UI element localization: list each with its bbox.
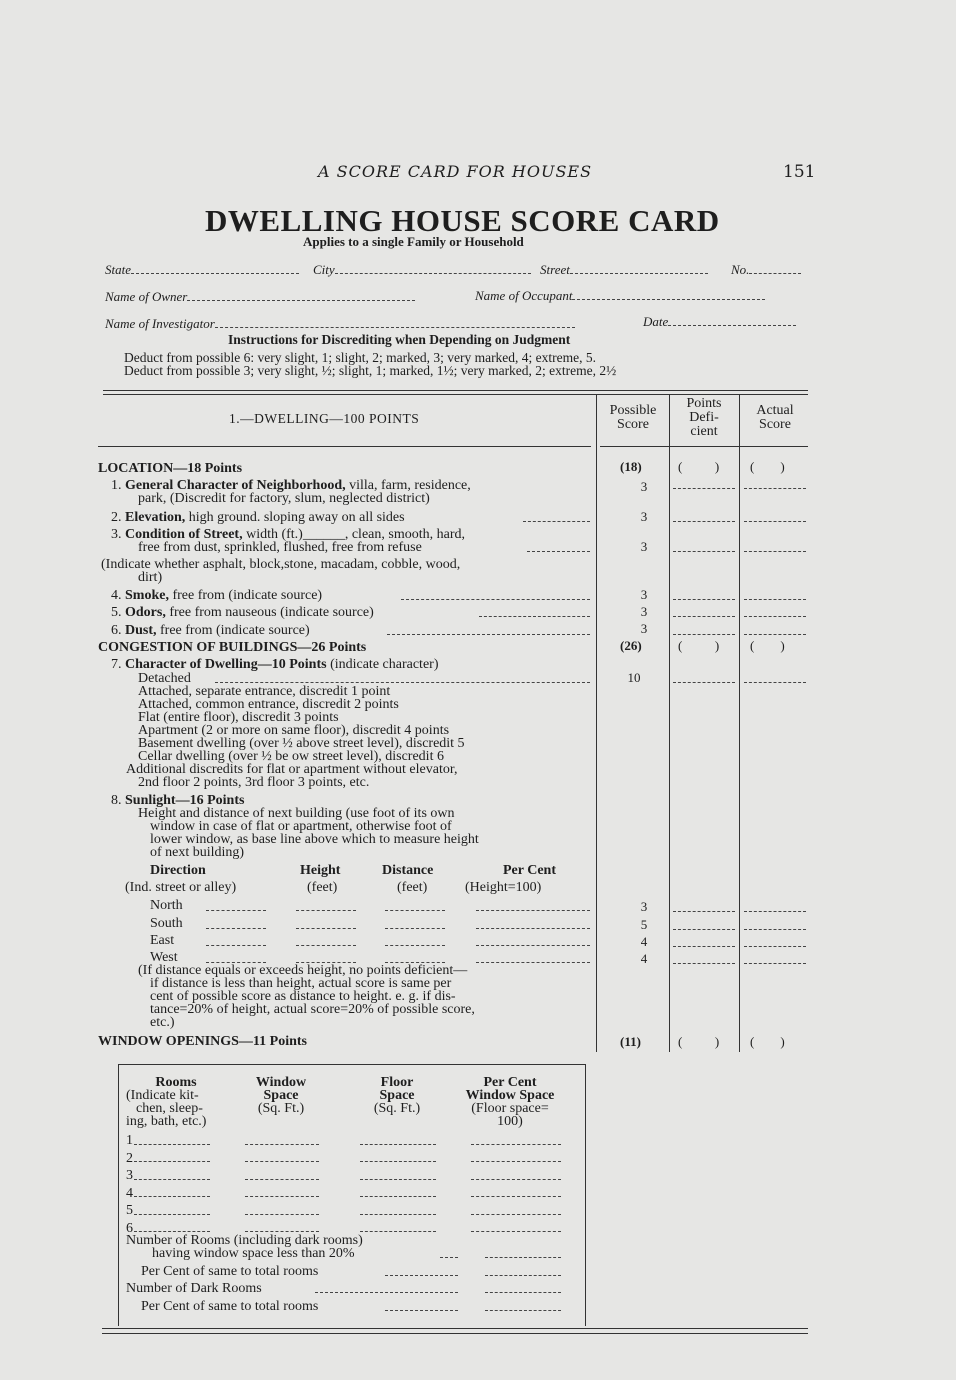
windows-actual: ( )	[750, 1034, 785, 1049]
rule-bottom-2	[102, 1333, 808, 1334]
instructions-line-2: Deduct from possible 3; very slight, ½; slight, 1; marked, 1½; very marked, 2; extreme, 2½	[124, 363, 617, 378]
item-4-score: 3	[640, 587, 648, 602]
summary-3: Per Cent of same to total rooms	[141, 1264, 319, 1279]
room-1: 1	[126, 1133, 133, 1148]
wcol-rooms-sub: (Indicate kit-	[126, 1088, 199, 1103]
summary-4: Number of Dark Rooms	[126, 1281, 262, 1296]
sunlight-line-3: lower window, as base line above which to measure height	[150, 832, 479, 847]
item-2-score: 3	[640, 509, 648, 524]
item-5-score: 3	[640, 604, 648, 619]
south-score: 5	[640, 917, 648, 932]
dwelling-line-5: Apartment (2 or more on same floor), discredit 4 points	[138, 723, 450, 738]
col-divider-3	[739, 394, 740, 1052]
dwelling-line-6: Basement dwelling (over ½ above street level), discredit 5	[138, 736, 465, 751]
item-7: 7. Character of Dwelling—10 Points (indicate character)	[111, 657, 439, 672]
header-possible-score: Possible Score	[609, 403, 657, 432]
windows-deficient: ( )	[678, 1034, 720, 1049]
item-7-score: 10	[627, 670, 641, 685]
wcol-rooms: Rooms	[155, 1075, 197, 1090]
wcol-window: Window Space (Sq. Ft.)	[255, 1075, 307, 1116]
location-deficient: ( )	[678, 459, 720, 474]
field-investigator: Name of Investigator	[105, 316, 575, 332]
dir-west: West	[150, 950, 178, 965]
dwelling-line-4: Flat (entire floor), discredit 3 points	[138, 710, 339, 725]
field-occupant: Name of Occupant	[475, 288, 765, 304]
instructions-line-1: Deduct from possible 6: very slight, 1; slight, 2; marked, 3; very marked, 4; extreme, 5.	[124, 350, 597, 365]
page-subtitle: Applies to a single Family or Household	[303, 234, 524, 249]
window-box-top	[118, 1064, 585, 1065]
rule-top-2	[103, 394, 808, 395]
window-box-right	[585, 1064, 586, 1326]
windows-heading: WINDOW OPENINGS—11 Points	[98, 1034, 307, 1049]
col-direction: Direction	[150, 863, 206, 878]
dwelling-line-2: Attached, separate entrance, discredit 1 point	[138, 684, 391, 699]
rule-bottom-1	[102, 1328, 808, 1329]
dwelling-line-8: Additional discredits for flat or apartment without elevator,	[126, 762, 458, 777]
rule-header-bottom	[98, 446, 591, 447]
item-1-score: 3	[640, 479, 648, 494]
sunlight-note-1: (If distance equals or exceeds height, no points deficient—	[138, 963, 468, 978]
street-note: (Indicate whether asphalt, block,stone, macadam, cobble, wood,	[101, 557, 461, 572]
field-street: Street	[540, 262, 708, 278]
west-score: 4	[640, 951, 648, 966]
page-number: 151	[783, 162, 816, 182]
item-2: 2. Elevation, high ground. sloping away on all sides	[111, 510, 405, 525]
col-height: Height	[300, 863, 341, 878]
congestion-possible: (26)	[620, 638, 642, 653]
dwelling-detached: Detached	[138, 671, 191, 686]
summary-2: having window space less than 20%	[152, 1246, 355, 1261]
col-percent: Per Cent	[503, 863, 556, 878]
instructions-heading: Instructions for Discrediting when Depending on Judgment	[228, 332, 571, 347]
dwelling-line-3: Attached, common entrance, discredit 2 points	[138, 697, 399, 712]
congestion-deficient: ( )	[678, 638, 720, 653]
header-points-deficient: Points Defi- cient	[686, 396, 722, 439]
sunlight-note-3: cent of possible score as distance to height. e. g. if dis-	[150, 989, 456, 1004]
sunlight-line-4: of next building)	[150, 845, 245, 860]
east-score: 4	[640, 934, 648, 949]
dir-east: East	[150, 933, 175, 948]
subcol-percent: (Height=100)	[465, 880, 542, 895]
subcol-direction: (Ind. street or alley)	[125, 880, 237, 895]
sunlight-note-4: tance=20% of height, actual score=20% of possible score,	[150, 1002, 475, 1017]
room-3: 3	[126, 1168, 133, 1183]
dwelling-line-9: 2nd floor 2 points, 3rd floor 3 points, etc.	[138, 775, 370, 790]
wcol-percent: Per Cent Window Space (Floor space= 100)	[465, 1075, 555, 1129]
item-3: 3. Condition of Street, width (ft.)______, clean, smooth, hard,	[111, 527, 465, 542]
location-possible: (18)	[620, 459, 642, 474]
room-2: 2	[126, 1151, 133, 1166]
section-heading: 1.—DWELLING—100 POINTS	[229, 411, 420, 426]
field-no: No.	[731, 262, 801, 278]
header-actual-score: Actual Score	[756, 403, 794, 432]
rule-header-bottom-right	[600, 446, 808, 447]
subcol-distance: (feet)	[397, 880, 428, 895]
dir-north: North	[150, 898, 183, 913]
congestion-heading: CONGESTION OF BUILDINGS—26 Points	[98, 640, 367, 655]
item-4: 4. Smoke, free from (indicate source)	[111, 588, 323, 603]
summary-5: Per Cent of same to total rooms	[141, 1299, 319, 1314]
running-head: A SCORE CARD FOR HOUSES	[318, 162, 593, 181]
wcol-rooms-sub2: chen, sleep-	[136, 1101, 203, 1116]
sunlight-note-5: etc.)	[150, 1015, 175, 1030]
window-box-left	[118, 1064, 119, 1326]
col-divider-1	[596, 394, 597, 1052]
item-5: 5. Odors, free from nauseous (indicate source)	[111, 605, 374, 620]
sunlight-line-2: window in case of flat or apartment, otherwise foot of	[150, 819, 452, 834]
item-1-cont: park, (Discredit for factory, slum, neglected district)	[138, 491, 430, 506]
item-8: 8. Sunlight—16 Points	[111, 793, 245, 808]
item-3-cont: free from dust, sprinkled, flushed, free from refuse	[138, 540, 422, 555]
wcol-rooms-sub3: ing, bath, etc.)	[126, 1114, 207, 1129]
north-score: 3	[640, 899, 648, 914]
item-6-score: 3	[640, 621, 648, 636]
item-3-score: 3	[640, 539, 648, 554]
summary-1: Number of Rooms (including dark rooms)	[126, 1233, 363, 1248]
street-note-cont: dirt)	[138, 570, 163, 585]
subcol-height: (feet)	[307, 880, 338, 895]
location-heading: LOCATION—18 Points	[98, 461, 243, 476]
item-6: 6. Dust, free from (indicate source)	[111, 623, 310, 638]
sunlight-note-2: if distance is less than height, actual score is same per	[150, 976, 452, 991]
room-6: 6	[126, 1221, 133, 1236]
field-state: State	[105, 262, 299, 278]
congestion-actual: ( )	[750, 638, 785, 653]
windows-possible: (11)	[620, 1034, 641, 1049]
room-4: 4	[126, 1186, 133, 1201]
dir-south: South	[150, 916, 183, 931]
field-owner: Name of Owner	[105, 289, 415, 305]
field-city: City	[313, 262, 531, 278]
wcol-floor: Floor Space (Sq. Ft.)	[373, 1075, 421, 1116]
page-title: DWELLING HOUSE SCORE CARD	[205, 203, 720, 238]
field-date: Date	[643, 314, 796, 330]
room-5: 5	[126, 1203, 133, 1218]
rule-top-1	[103, 390, 808, 391]
item-1: 1. General Character of Neighborhood, villa, farm, residence,	[111, 478, 471, 493]
dwelling-line-7: Cellar dwelling (over ½ be ow street level), discredit 6	[138, 749, 444, 764]
col-distance: Distance	[382, 863, 434, 878]
sunlight-line-1: Height and distance of next building (use foot of its own	[138, 806, 455, 821]
location-actual: ( )	[750, 459, 785, 474]
